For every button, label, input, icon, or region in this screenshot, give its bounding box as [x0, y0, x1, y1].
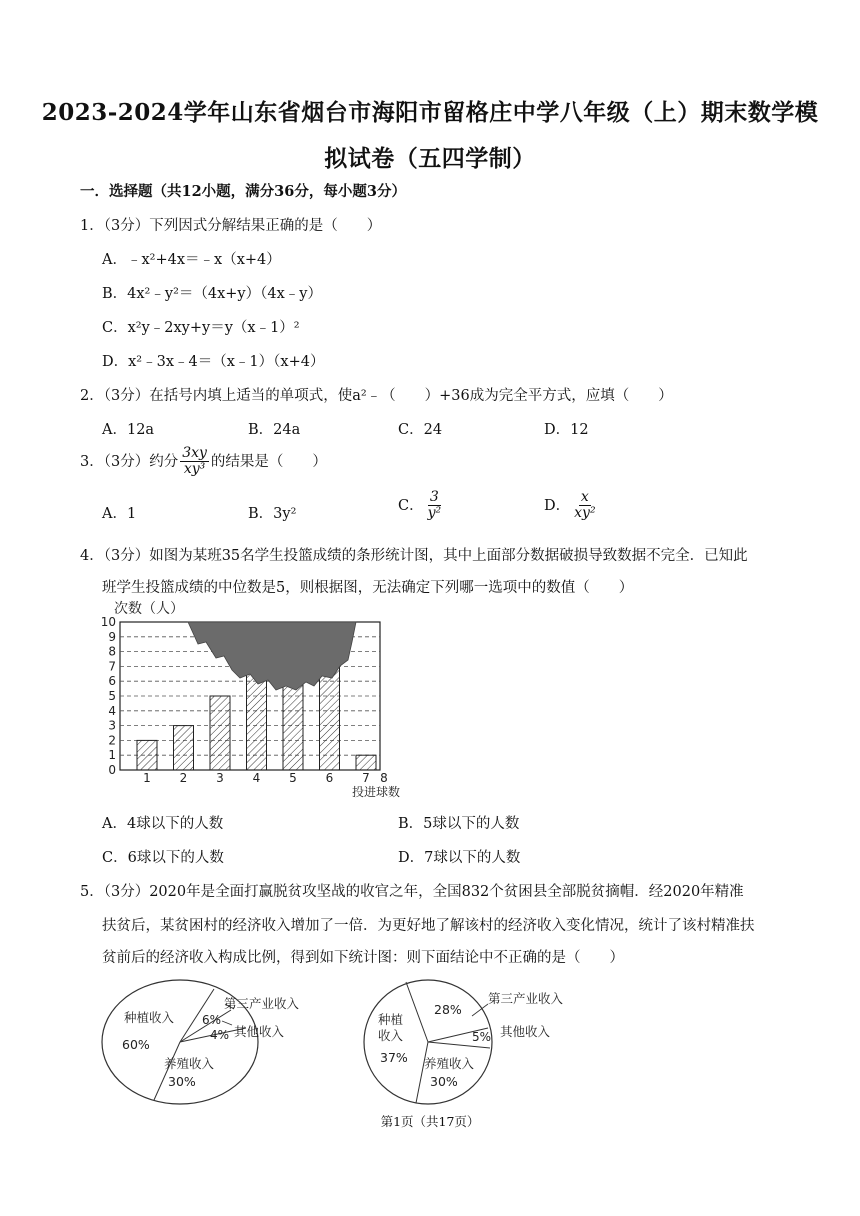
- pie-after-other-pct: 5%: [472, 1030, 492, 1044]
- pie-chart-before: [100, 978, 320, 1106]
- q4-stem-line1: 4．（3分）如图为某班35名学生投篮成绩的条形统计图，其中上面部分数据破损导致数据不完全．已知此: [80, 548, 748, 564]
- q1-stem: 1．（3分）下列因式分解结果正确的是（ ）: [80, 218, 382, 234]
- y-tick-label-6: 6: [108, 674, 116, 689]
- q1-option-a: A．﹣x²+4x＝﹣x（x+4）: [102, 252, 281, 268]
- q5-stem-line1: 5．（3分）2020年是全面打赢脱贫攻坚战的收官之年，全国832个贫困县全部脱贫摘帽．经2020年精准: [80, 884, 744, 900]
- q1-option-c: C．x²y﹣2xy+y＝y（x﹣1）²: [102, 320, 300, 336]
- y-tick-label-2: 2: [108, 733, 116, 748]
- x-tick-label-3: 3: [216, 771, 224, 785]
- chart-x-ticks: [143, 771, 388, 785]
- bar-chart: [100, 598, 420, 804]
- q3-option-d-denominator: xy²: [574, 505, 596, 522]
- pie-before-planting-label: 种植收入: [124, 1010, 175, 1025]
- q5-stem-line2: 扶贫后，某贫困村的经济收入增加了一倍．为更好地了解该村的经济收入变化情况，统计了该村精准扶: [102, 918, 755, 934]
- pie-after-breeding-pct: 30%: [430, 1074, 458, 1089]
- x-tick-label-2: 2: [179, 771, 188, 785]
- y-tick-label-8: 8: [108, 644, 116, 659]
- bar-2: [174, 726, 194, 770]
- pie-before-tertiary-label: 第三产业收入: [224, 996, 300, 1011]
- q4-option-b: B．5球以下的人数: [398, 816, 520, 832]
- q3-option-d-label: D．: [544, 497, 571, 514]
- pie-after-other-label: 其他收入: [500, 1024, 551, 1039]
- q2-option-b: B．24a: [248, 422, 301, 438]
- q3-option-b: B．3y²: [248, 506, 297, 522]
- chart-y-ticks: [101, 615, 116, 777]
- q3-fraction-denominator: xy³: [183, 461, 206, 478]
- chart-xlabel: 投进球数: [352, 785, 401, 799]
- q2-stem: 2．（3分）在括号内填上适当的单项式，使a²﹣（ ）+36成为完全平方式，应填（ ）: [80, 388, 673, 404]
- x-tick-label-1: 1: [143, 771, 151, 785]
- y-tick-label-3: 3: [108, 718, 116, 733]
- q2-option-a: A．12a: [102, 422, 155, 438]
- q3-option-d-fraction: [572, 490, 597, 522]
- x-tick-label-4: 4: [252, 771, 261, 785]
- pie-after-planting-label-2: 收入: [378, 1028, 404, 1043]
- y-tick-label-10: 10: [100, 615, 116, 629]
- q1-option-b: B．4x²﹣y²＝（4x+y）（4x﹣y）: [102, 286, 322, 302]
- q3-option-c-denominator: y²: [427, 505, 442, 522]
- x-tick-label-8: 8: [380, 771, 388, 785]
- exam-title-line2: 拟试卷（五四学制）: [324, 145, 536, 172]
- q1-option-d: D．x²﹣3x﹣4＝（x﹣1）（x+4）: [102, 354, 325, 370]
- q4-option-d: D．7球以下的人数: [398, 850, 521, 866]
- pie-before-breeding-label: 养殖收入: [164, 1056, 215, 1071]
- y-tick-label-9: 9: [108, 629, 116, 644]
- q3-option-a: A．1: [102, 506, 137, 522]
- bar-7: [356, 755, 376, 770]
- pie-before-planting-pct: 60%: [122, 1037, 150, 1052]
- bar-3: [210, 696, 230, 770]
- bar-1: [137, 740, 157, 770]
- x-tick-label-5: 5: [289, 771, 297, 785]
- pie-chart-after: [362, 976, 602, 1106]
- q2-option-d: D．12: [544, 422, 589, 438]
- q4-option-c: C．6球以下的人数: [102, 850, 224, 866]
- section-heading: 一．选择题（共12小题，满分36分，每小题3分）: [80, 183, 406, 200]
- q4-option-a: A．4球以下的人数: [102, 816, 224, 832]
- q3-stem-prefix: 3．（3分）约分: [80, 453, 179, 470]
- q3-option-c-label: C．: [398, 497, 424, 514]
- q5-stem-line3: 贫前后的经济收入构成比例，得到如下统计图：则下面结论中不正确的是（ ）: [102, 950, 624, 966]
- y-tick-label-4: 4: [108, 703, 116, 718]
- x-tick-label-7: 7: [362, 771, 370, 785]
- pie-before-tertiary-pct: 6%: [202, 1013, 222, 1027]
- q3-fraction: [180, 446, 209, 478]
- pie-after-breeding-label: 养殖收入: [424, 1056, 475, 1071]
- q3-stem-suffix: 的结果是（ ）: [210, 453, 327, 470]
- pie-before-breeding-pct: 30%: [168, 1074, 196, 1089]
- q3-option-c: [398, 490, 445, 522]
- q3-option-d-numerator: x: [580, 489, 589, 505]
- y-tick-label-7: 7: [108, 659, 116, 674]
- q3-stem: [80, 446, 327, 478]
- y-tick-label-0: 0: [108, 763, 116, 777]
- pie-after-tertiary-label: 第三产业收入: [488, 991, 564, 1006]
- chart-ylabel: 次数（人）: [114, 601, 184, 617]
- pie-before-other-label: 其他收入: [234, 1024, 285, 1039]
- q3-option-c-numerator: 3: [429, 489, 439, 505]
- pie-after-planting-label-1: 种植: [378, 1012, 404, 1027]
- q3-option-c-fraction: [426, 490, 444, 522]
- q3-option-d: [544, 490, 600, 522]
- q2-option-c: C．24: [398, 422, 443, 438]
- q3-fraction-numerator: 3xy: [182, 445, 207, 461]
- exam-title-line1: 2023-2024学年山东省烟台市海阳市留格庄中学八年级（上）期末数学模: [41, 99, 819, 126]
- q4-stem-line2: 班学生投篮成绩的中位数是5，则根据图，无法确定下列哪一选项中的数值（ ）: [102, 580, 634, 596]
- y-tick-label-1: 1: [108, 748, 116, 763]
- pie-after-planting-pct: 37%: [380, 1050, 408, 1065]
- pie-after-tertiary-pct: 28%: [434, 1002, 462, 1017]
- y-tick-label-5: 5: [108, 689, 116, 703]
- page-footer: 第1页（共17页）: [380, 1114, 480, 1129]
- pie-before-other-pct: 4%: [210, 1028, 230, 1042]
- x-tick-label-6: 6: [325, 771, 334, 785]
